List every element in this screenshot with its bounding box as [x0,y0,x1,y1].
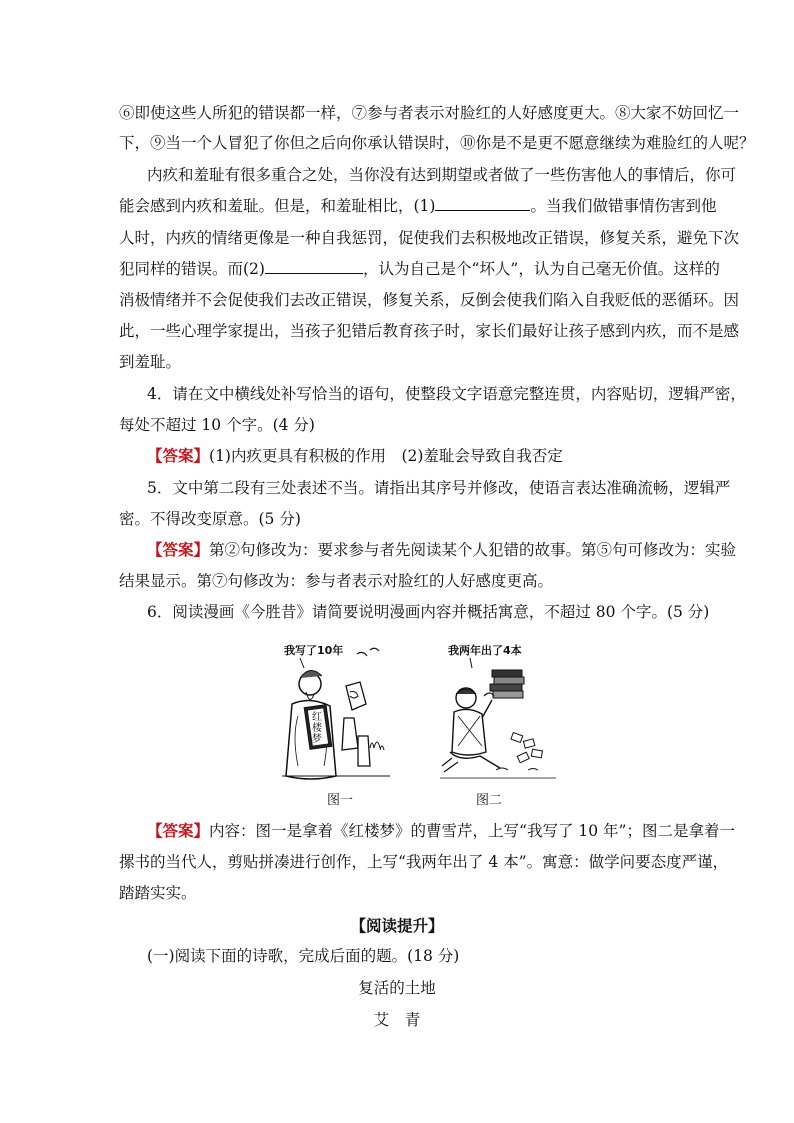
paragraph2-line2-b: 。当我们做错事情伤害到他 [530,197,717,215]
question-6-answer-line3: 踏踏实实。 [119,884,197,902]
paragraph2-line1: 内疚和羞耻有很多重合之处，当你没有达到期望或者做了一些伤害他人的事情后，你可 [147,166,737,184]
blank-1 [435,196,530,211]
section-intro: (一)阅读下面的诗歌，完成后面的题。(18 分) [147,947,460,965]
cartoon-2-caption: 图二 [476,793,503,808]
cartoon-1-speech: 我写了10年 [284,644,344,657]
answer-text: 内容：图一是拿着《红楼梦》的曹雪芹，上写“我写了 10 年”；图二是拿着一 [209,822,735,840]
paragraph1-line1: ⑥即使这些人所犯的错误都一样，⑦参与者表示对脸红的人好感度更大。⑧大家不妨回忆一 [119,104,740,122]
cartoon-figure-1 [262,636,402,786]
paragraph2-line2 [119,195,717,217]
question-6-answer-line2: 摞书的当代人，剪贴拼凑进行创作，上写“我两年出了 4 本”。寓意：做学问要态度严谨， [119,853,729,871]
question-5-line1: 5．文中第二段有三处表述不当。请指出其序号并修改，使语言表达准确流畅，逻辑严 [147,479,731,497]
paragraph2-line4-b: ，认为自己是个“坏人”，认为自己毫无价值。这样的 [362,260,720,278]
question-6-line1: 6．阅读漫画《今胜昔》请简要说明漫画内容并概括寓意，不超过 80 个字。(5 分) [147,603,710,621]
paragraph2-line4-a: 犯同样的错误。而(2) [119,260,265,278]
question-4-answer [147,445,707,467]
paragraph2-line5: 消极情绪并不会促使我们去改正错误，修复关系，反倒会使我们陷入自我贬低的恶循环。因 [119,291,740,309]
paragraph2-line7: 到羞耻。 [119,353,182,371]
question-5-line2: 密。不得改变原意。(5 分) [119,510,301,528]
paragraph2-line6: 此，一些心理学家提出，当孩子犯错后教育孩子时，家长们最好让孩子感到内疚，而不是感 [119,322,740,340]
cartoon-2-speech: 我两年出了4本 [448,644,522,657]
cartoon-figure-2 [432,636,562,786]
cartoon-1-book-title: 红楼梦 [312,712,322,745]
question-5-answer-line2: 结果显示。第⑦句修改为：参与者表示对脸红的人好感度更高。 [119,572,554,590]
cartoon-1-caption: 图一 [327,793,354,808]
paragraph2-line3: 人时，内疚的情绪更像是一种自我惩罚，促使我们去积极地改正错误，修复关系，避免下次 [119,229,740,247]
answer-text: (1)内疚更具有积极的作用 (2)羞耻会导致自我否定 [209,447,563,465]
section-heading: 【阅读提升】 [350,916,444,935]
poem-title: 复活的土地 [358,979,436,997]
answer-tag: 【答案】 [147,446,210,465]
poem-author: 艾 青 [373,1011,421,1029]
question-4-line1: 4．请在文中横线处补写恰当的语句，使整段文字语意完整连贯，内容贴切，逻辑严密， [147,385,746,403]
blank-2 [265,259,363,274]
paragraph2-line2-a: 能会感到内疚和羞耻。但是，和羞耻相比，(1) [119,197,436,215]
cartoon-2-drawing [432,636,562,786]
answer-tag: 【答案】 [147,821,210,840]
cartoon-1-drawing [262,636,402,786]
answer-text: 第②句修改为：要求参与者先阅读某个人犯错的故事。第⑤句可修改为：实验 [209,541,737,559]
paragraph1-line2: 下，⑨当一个人冒犯了你但之后向你承认错误时，⑩你是不是更不愿意继续为难脸红的人呢？ [119,134,755,152]
question-4-line2: 每处不超过 10 个字。(4 分) [119,416,315,434]
answer-tag: 【答案】 [147,540,210,559]
question-6-answer-line1 [147,820,735,842]
paragraph2-line4 [119,258,720,280]
question-5-answer-line1 [147,539,737,561]
